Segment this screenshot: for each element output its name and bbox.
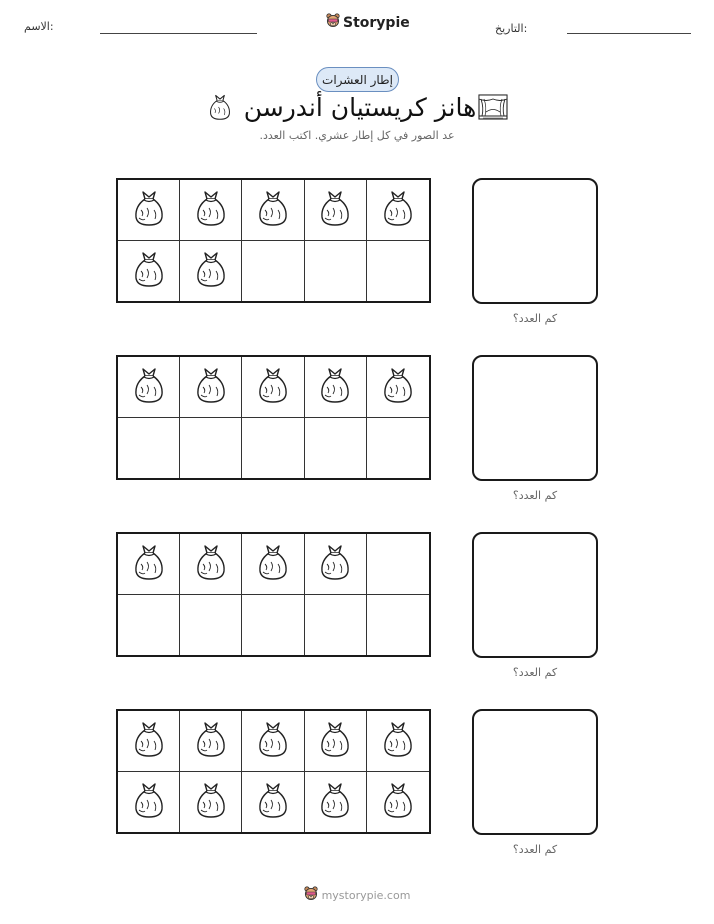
money-bag-icon (380, 780, 416, 824)
money-bag-icon (131, 780, 167, 824)
money-bag-icon (131, 249, 167, 293)
frame-cell (180, 595, 242, 656)
name-label: الاسم: (24, 20, 54, 33)
name-line[interactable] (100, 33, 257, 34)
answer-box-1[interactable] (472, 178, 598, 304)
money-bag-icon (193, 188, 229, 232)
frame-cell (242, 180, 304, 241)
frame-cell (305, 711, 367, 772)
worksheet-type-badge: إطار العشرات (316, 67, 399, 92)
money-bag-icon (317, 719, 353, 763)
money-bag-icon (193, 542, 229, 586)
bear-mascot-icon (326, 13, 340, 33)
money-bag-icon (317, 365, 353, 409)
footer-url[interactable]: mystorypie.com (321, 888, 411, 902)
money-bag-icon (380, 365, 416, 409)
frame-cell (305, 772, 367, 833)
brand-name: Storypie (343, 15, 410, 31)
frame-cell (305, 534, 367, 595)
frame-cell (118, 711, 180, 772)
answer-prompt-3: كم العدد؟ (512, 666, 558, 679)
frame-cell (305, 418, 367, 479)
frame-cell (180, 180, 242, 241)
frame-cell (118, 772, 180, 833)
money-bag-icon (255, 780, 291, 824)
money-bag-icon (255, 542, 291, 586)
answer-box-4[interactable] (472, 709, 598, 835)
money-bag-icon (193, 365, 229, 409)
frame-cell (180, 418, 242, 479)
ten-frame-4 (116, 709, 431, 834)
money-bag-icon (131, 542, 167, 586)
answer-prompt-4: كم العدد؟ (512, 843, 558, 856)
frame-cell (367, 711, 429, 772)
frame-cell (242, 418, 304, 479)
frame-cell (242, 241, 304, 302)
date-label: التاريخ: (495, 22, 528, 35)
frame-cell (118, 180, 180, 241)
date-line[interactable] (567, 33, 691, 34)
frame-cell (367, 241, 429, 302)
money-bag-icon (380, 188, 416, 232)
money-bag-icon (255, 188, 291, 232)
page-title: هانز كريستيان أندرسن (243, 93, 477, 122)
money-bag-icon (131, 188, 167, 232)
ten-frame-1 (116, 178, 431, 303)
frame-cell (367, 418, 429, 479)
instructions: عد الصور في كل إطار عشري. اكتب العدد. (259, 129, 455, 142)
frame-cell (118, 418, 180, 479)
answer-prompt-2: كم العدد؟ (512, 489, 558, 502)
money-bag-icon (380, 719, 416, 763)
frame-cell (367, 595, 429, 656)
frame-cell (180, 357, 242, 418)
theater-stage-icon (478, 94, 508, 124)
frame-cell (305, 241, 367, 302)
frame-cell (180, 534, 242, 595)
answer-prompt-1: كم العدد؟ (512, 312, 558, 325)
frame-cell (242, 595, 304, 656)
money-bag-icon (255, 719, 291, 763)
frame-cell (242, 357, 304, 418)
footer (300, 884, 414, 906)
frame-cell (367, 357, 429, 418)
brand-logo (326, 13, 410, 33)
frame-cell (242, 772, 304, 833)
frame-cell (118, 241, 180, 302)
frame-cell (367, 534, 429, 595)
frame-cell (305, 180, 367, 241)
money-bag-icon (255, 365, 291, 409)
money-bag-icon (193, 780, 229, 824)
money-bag-icon (193, 719, 229, 763)
frame-cell (180, 772, 242, 833)
frame-cell (367, 772, 429, 833)
frame-cell (305, 357, 367, 418)
ten-frame-2 (116, 355, 431, 480)
money-bag-icon (317, 780, 353, 824)
frame-cell (118, 595, 180, 656)
ten-frame-3 (116, 532, 431, 657)
answer-box-3[interactable] (472, 532, 598, 658)
answer-box-2[interactable] (472, 355, 598, 481)
frame-cell (367, 180, 429, 241)
money-bag-icon (317, 542, 353, 586)
frame-cell (242, 534, 304, 595)
frame-cell (118, 534, 180, 595)
money-bag-icon (131, 719, 167, 763)
money-bag-icon (193, 249, 229, 293)
frame-cell (180, 711, 242, 772)
money-bag-icon (131, 365, 167, 409)
frame-cell (118, 357, 180, 418)
money-bag-icon (317, 188, 353, 232)
frame-cell (242, 711, 304, 772)
bear-mascot-icon (304, 886, 318, 905)
frame-cell (180, 241, 242, 302)
frame-cell (305, 595, 367, 656)
